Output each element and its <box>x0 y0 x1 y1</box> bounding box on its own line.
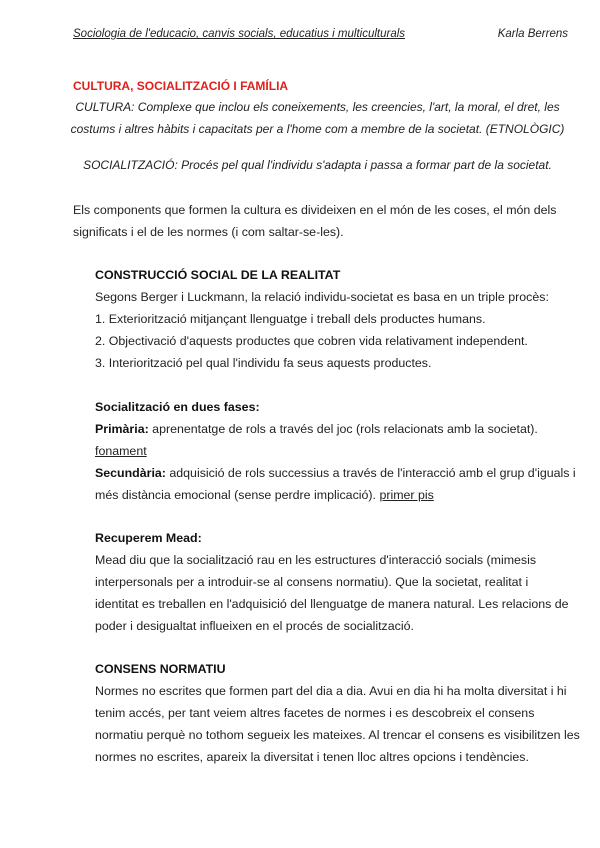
secundaria-line <box>95 462 576 484</box>
mead-heading: Recuperem Mead: <box>95 531 202 545</box>
header-author: Karla Berrens <box>497 28 568 40</box>
header-course-title: Sociologia de l'educacio, canvis socials, educatius i multiculturals <box>73 28 406 40</box>
construccio-line1: Segons Berger i Luckmann, la relació individu-societat es basa en un triple procès: <box>95 290 549 304</box>
intro-line2: significats i el de les normes (i com saltar-se-les). <box>73 225 344 239</box>
mead-line1: Mead diu que la socialització rau en les estructures d'interacció socials (mimesis <box>95 553 537 567</box>
secundaria-line2-text: més distància emocional (sense perdre implicació). <box>95 488 376 502</box>
consens-line4: normes no escrites, apareix la diversitat i tenen lloc altres opcions i tendències. <box>95 750 529 764</box>
secundaria-line2 <box>95 484 434 506</box>
construccio-heading: CONSTRUCCIÓ SOCIAL DE LA REALITAT <box>95 268 341 282</box>
primaria-label: Primària: <box>95 422 149 436</box>
mead-line2: interpersonals per a introduir-se al consens normatiu). Que la societat, realitat i <box>95 575 529 589</box>
mead-line4: poder i desigualtat influeixen en el procés de socialització. <box>95 619 414 633</box>
consens-heading: CONSENS NORMATIU <box>95 662 226 676</box>
construccio-item1: 1. Exteriorització mitjançant llenguatge i treball dels productes humans. <box>95 312 486 326</box>
primaria-note: fonament <box>95 444 147 458</box>
secundaria-note: primer pis <box>379 488 434 502</box>
secundaria-label: Secundària: <box>95 466 166 480</box>
socialitzacio-definition: SOCIALITZACIÓ: Procés pel qual l'individu s'adapta i passa a formar part de la societat. <box>83 158 552 172</box>
section-title: CULTURA, SOCIALITZACIÓ I FAMÍLIA <box>73 79 289 93</box>
cultura-definition-line2: costums i altres hàbits i capacitats per a l'home com a membre de la societat. (ETNOLÒGIC) <box>70 122 565 136</box>
fases-heading: Socialització en dues fases: <box>95 400 260 414</box>
construccio-item2: 2. Objectivació d'aquests productes que cobren vida relativament independent. <box>95 334 528 348</box>
consens-line2: tenim accés, per tant veiem altres facetes de normes i es descobreix el consens <box>95 706 535 720</box>
primaria-text: aprenentatge de rols a través del joc (rols relacionats amb la societat). <box>148 422 538 436</box>
construccio-item3: 3. Interiorització pel qual l'individu fa seus aquests productes. <box>95 356 432 370</box>
secundaria-text: adquisició de rols successius a través de l'interacció amb el grup d'iguals i <box>165 466 576 480</box>
intro-line1: Els components que formen la cultura es divideixen en el món de les coses, el món dels <box>73 203 557 217</box>
primaria-line <box>95 418 538 440</box>
consens-line3: normatiu perquè no tothom segueix les mateixes. Al trencar el consens es visibilitzen les <box>95 728 580 742</box>
cultura-definition-line1: CULTURA: Complexe que inclou els coneixements, les creencies, l'art, la moral, el dret, les <box>75 100 560 114</box>
consens-line1: Normes no escrites que formen part del dia a dia. Avui en dia hi ha molta diversitat i hi <box>95 684 567 698</box>
mead-line3: identitat es treballen en l'adquisició del llenguatge de manera natural. Les relacions de <box>95 597 569 611</box>
